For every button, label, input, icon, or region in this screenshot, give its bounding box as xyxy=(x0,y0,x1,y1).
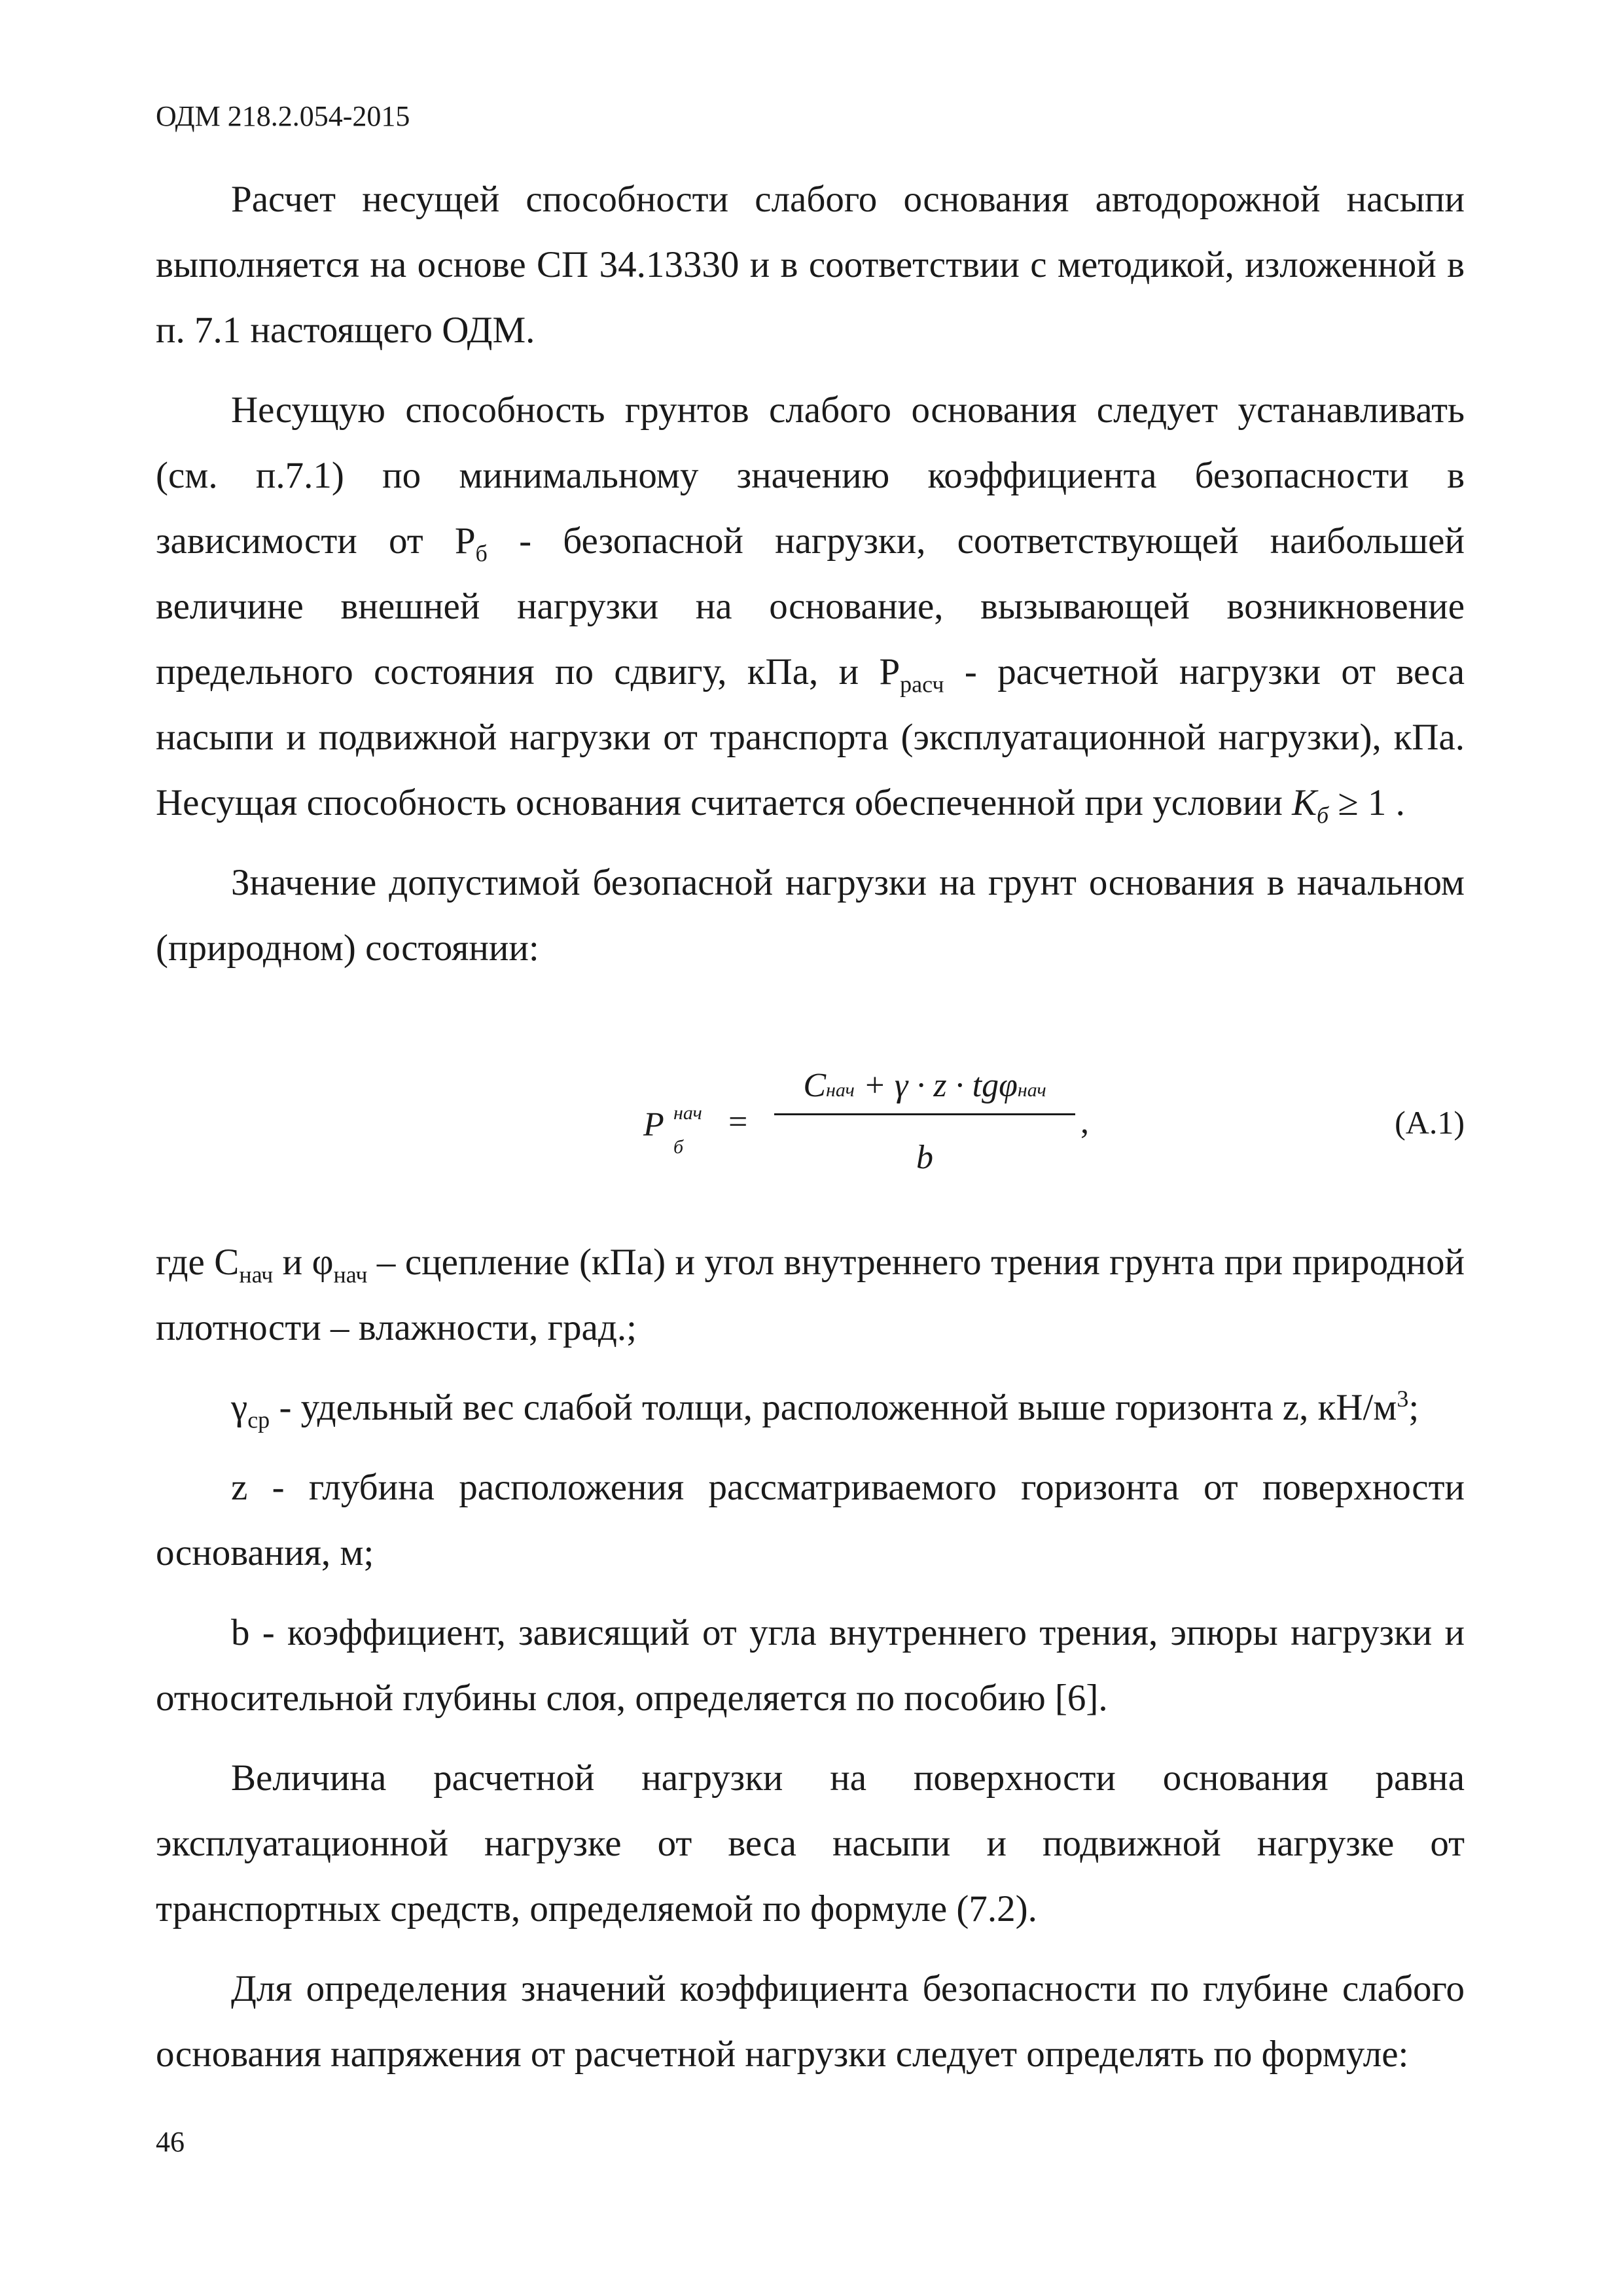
condition-variable: К xyxy=(1292,782,1317,823)
subscript: расч xyxy=(900,671,944,698)
condition-rest: ≥ 1 . xyxy=(1329,782,1405,823)
formula-num-c-subscript: нач xyxy=(826,1079,855,1101)
fraction-bar xyxy=(774,1113,1075,1115)
formula-a1 xyxy=(156,1053,1465,1184)
formula-equals: = xyxy=(728,1103,748,1141)
formula-lhs-superscript: нач xyxy=(673,1102,702,1124)
formula-number: (А.1) xyxy=(1395,1104,1465,1141)
body-text xyxy=(156,167,1465,2087)
definition-gamma xyxy=(156,1375,1465,1441)
formula-numerator xyxy=(774,1053,1075,1123)
text-fragment: - расчетной нагрузки от веса насыпи и подвижной нагрузки от транспорта (эксплуатационной нагрузки), кПа. Несущая способность основания считается обеспеченной при условии xyxy=(156,651,1465,823)
text-fragment: Несущую способность грунтов слабого основания следует устанавливать (см. п.7.1) по минимальному значению коэффициента безопасности в зависимости от Р xyxy=(156,389,1465,562)
text-fragment: – сцепление (кПа) и угол внутреннего трения грунта при природной плотности – влажности, град.; xyxy=(156,1242,1465,1348)
page-number: 46 xyxy=(156,2126,185,2158)
formula-num-phi-subscript: нач xyxy=(1017,1079,1046,1101)
paragraph-allowable-load: Значение допустимой безопасной нагрузки на грунт основания в начальном (природном) состоянии: xyxy=(156,862,1465,969)
paragraph-intro: Расчет несущей способности слабого основания автодорожной насыпи выполняется на основе СП 34.13330 и в соответствии с методикой, изложенной в п. 7.1 настоящего ОДМ. xyxy=(156,179,1465,351)
formula-expression xyxy=(643,1053,1167,1184)
formula-lhs-var: P xyxy=(643,1106,664,1143)
superscript: 3 xyxy=(1397,1386,1409,1412)
subscript: б xyxy=(1316,802,1329,829)
paragraph-design-load: Величина расчетной нагрузки на поверхности основания равна эксплуатационной нагрузке от веса насыпи и подвижной нагрузке от транспортных средств, определяемой по формуле (7.2). xyxy=(156,1757,1465,1929)
subscript: б xyxy=(475,540,488,567)
text-fragment: - удельный вес слабой толщи, расположенной выше горизонта z, кН/м xyxy=(270,1387,1397,1428)
paragraph-bearing-capacity xyxy=(156,378,1465,836)
formula-num-rest: + γ · z · tgφ xyxy=(854,1067,1018,1104)
text-fragment: ; xyxy=(1408,1387,1419,1428)
definition-z: z - глубина расположения рассматриваемого горизонта от поверхности основания, м; xyxy=(156,1467,1465,1573)
text-fragment: - безопасной нагрузки, соответствующей наибольшей величине внешней нагрузки на основание, вызывающей возникновение предельного состояния по сдвигу, кПа, и Р xyxy=(156,520,1465,692)
subscript: нач xyxy=(333,1261,368,1288)
formula-denominator: b xyxy=(916,1139,933,1176)
formula-lhs xyxy=(643,1092,702,1158)
text-fragment: и φ xyxy=(273,1242,334,1283)
subscript: нач xyxy=(239,1261,274,1288)
formula-num-c: C xyxy=(803,1067,827,1104)
definition-b: b - коэффициент, зависящий от угла внутреннего трения, эпюры нагрузки и относительной глубины слоя, определяется по пособию [6]. xyxy=(156,1612,1465,1719)
subscript: ср xyxy=(247,1407,270,1433)
paragraph-stress-determination: Для определения значений коэффициента безопасности по глубине слабого основания напряжения от расчетной нагрузки следует определять по формуле: xyxy=(156,1968,1465,2075)
formula-lhs-subscript: б xyxy=(673,1136,684,1158)
definition-c-phi xyxy=(156,1230,1465,1361)
text-fragment: где С xyxy=(156,1242,240,1283)
formula-comma: , xyxy=(1080,1103,1089,1141)
document-code-header: ОДМ 218.2.054-2015 xyxy=(156,100,410,132)
text-fragment: γ xyxy=(231,1387,248,1428)
